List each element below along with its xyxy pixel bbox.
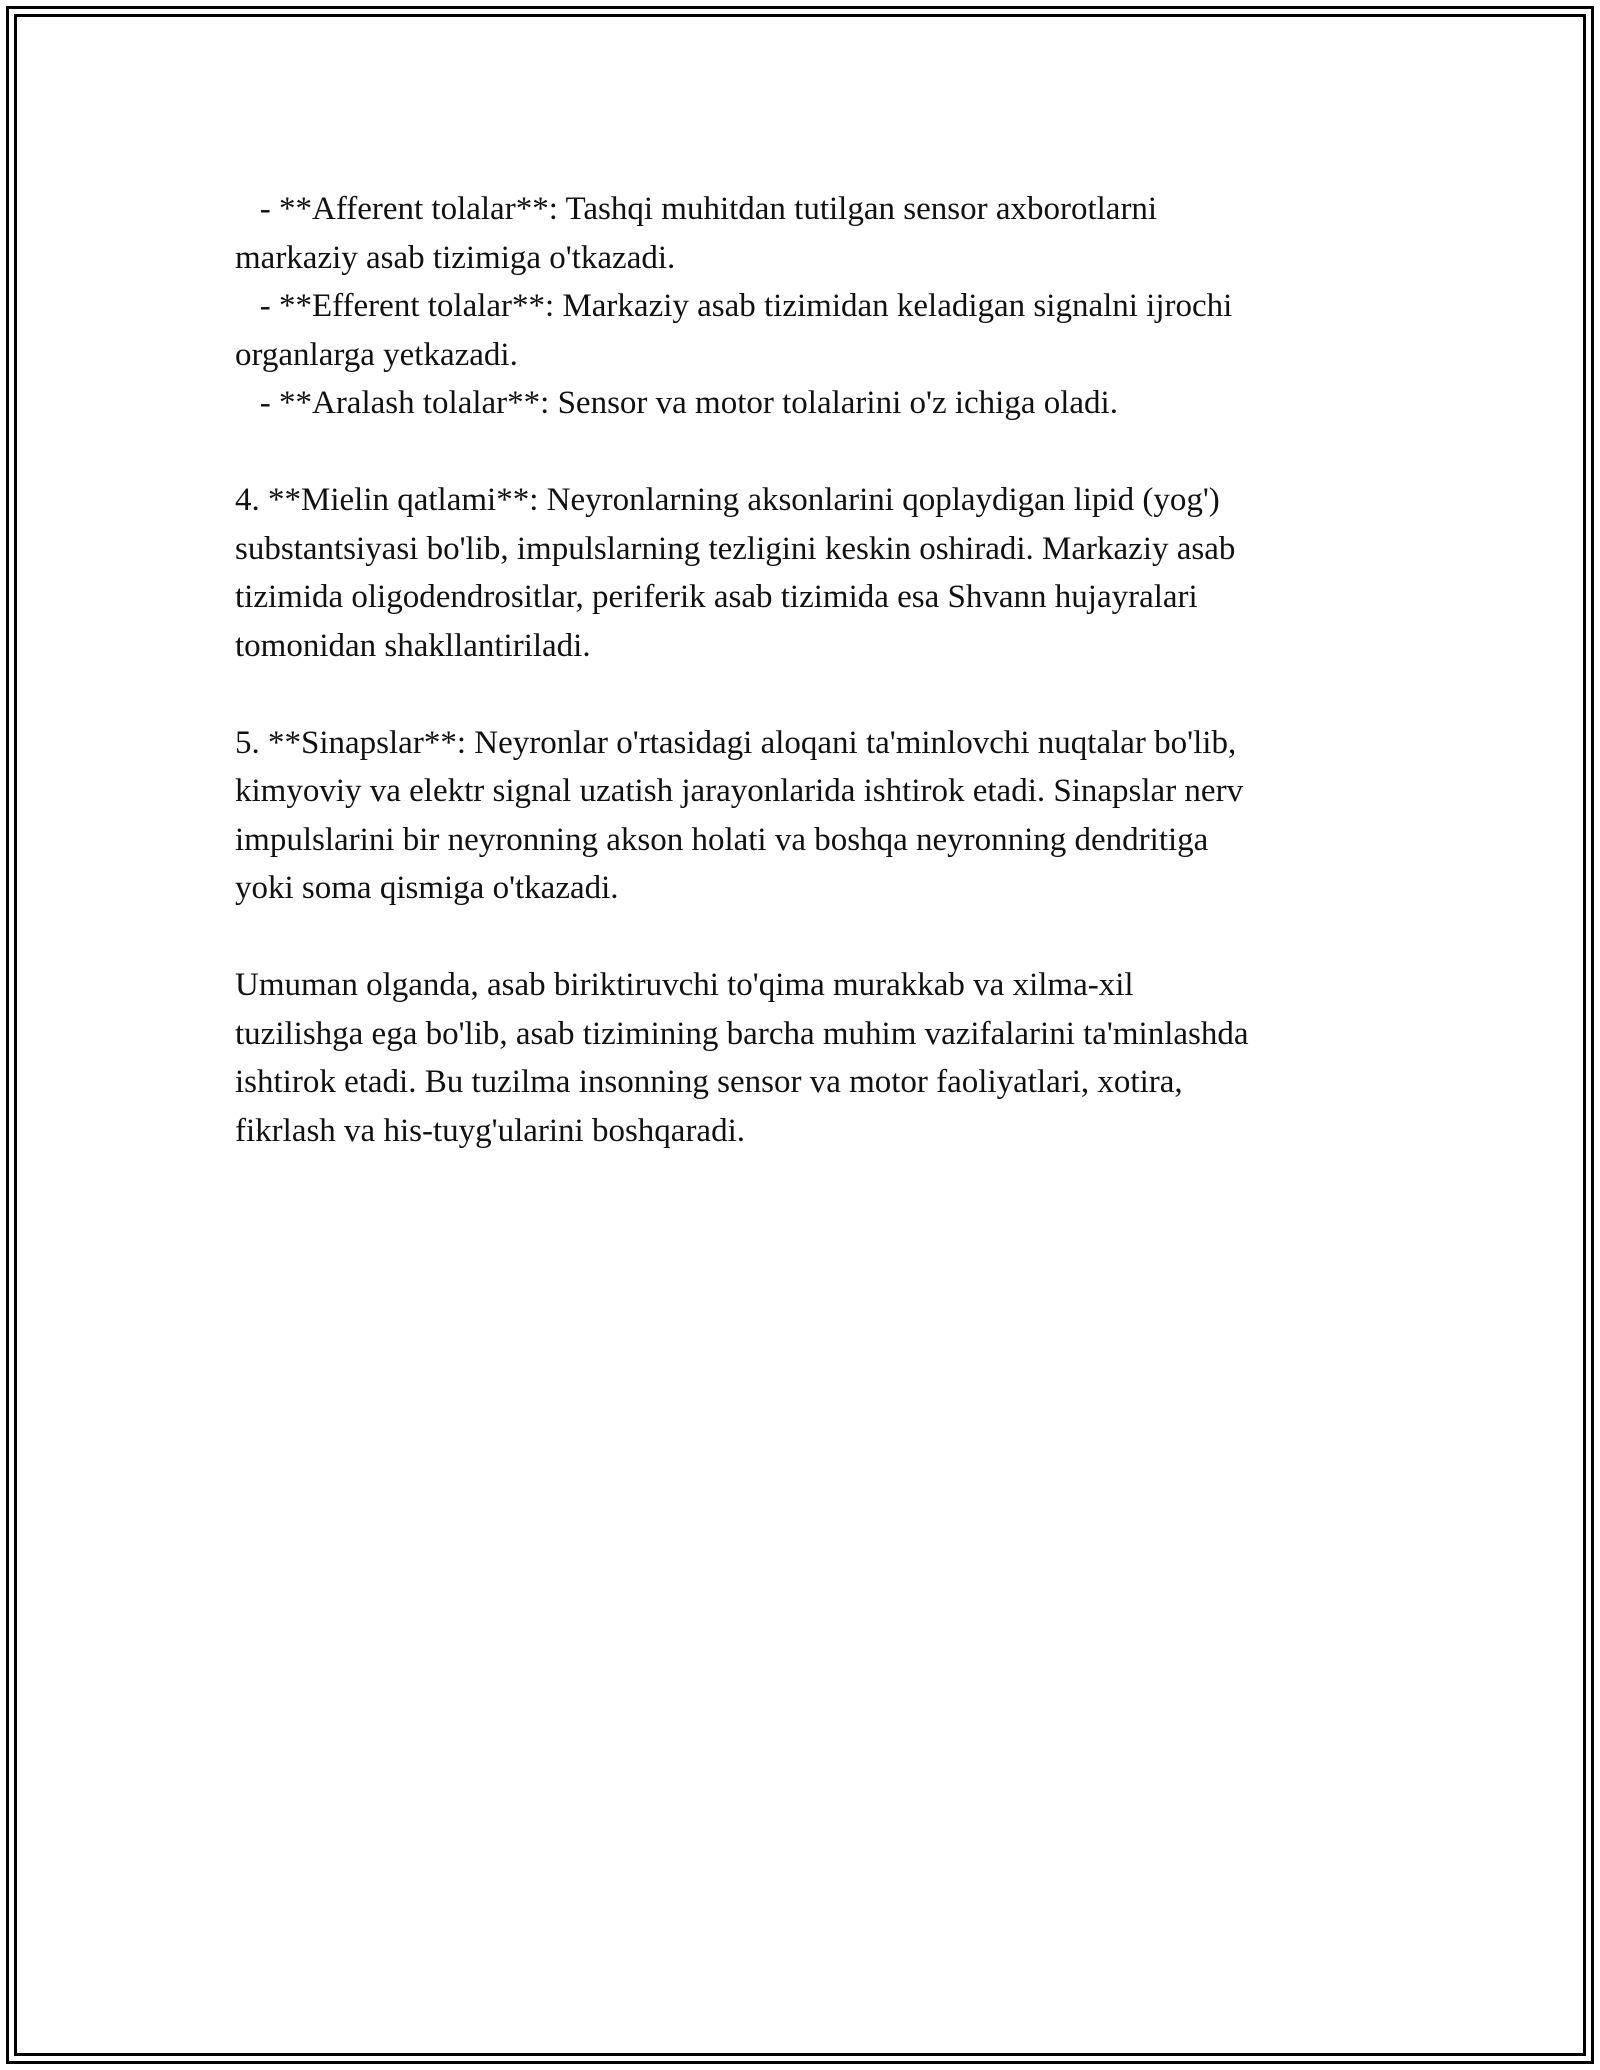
document-body <box>235 185 1375 1155</box>
paragraph-myelin-layer: 4. **Mielin qatlami**: Neyronlarning aksonlarini qoplaydigan lipid (yog') substantsiyasi bo'lib, impulslarning tezligini keskin oshiradi. Markaziy asab tizimida oligodendrositlar, periferik asab tizimida esa Shvann hujayralari tomonidan shakllantiriladi. <box>235 482 1236 664</box>
paragraph-fiber-types: - **Afferent tolalar**: Tashqi muhitdan tutilgan sensor axborotlarni markaziy asab tizimiga o'tkazadi. - **Efferent tolalar**: Markaziy asab tizimidan keladigan signalni ijrochi organlarga yetkazadi. - **Aralash tolalar**: Sensor va motor tolalarini o'z ichiga oladi. <box>235 191 1233 421</box>
paragraph-spacer <box>235 913 1375 962</box>
paragraph-spacer <box>235 428 1375 477</box>
paragraph-synapses: 5. **Sinapslar**: Neyronlar o'rtasidagi aloqani ta'minlovchi nuqtalar bo'lib, kimyoviy va elektr signal uzatish jarayonlarida ishtirok etadi. Sinapslar nerv impulslarini bir neyronning akson holati va boshqa neyronning dendritiga yoki soma qismiga o'tkazadi. <box>235 724 1244 906</box>
paragraph-conclusion: Umuman olganda, asab biriktiruvchi to'qima murakkab va xilma-xil tuzilishga ega bo'lib, asab tizimining barcha muhim vazifalarini ta'minlashda ishtirok etadi. Bu tuzilma insonning sensor va motor faoliyatlari, xotira, fikrlash va his-tuyg'ularini boshqaradi. <box>235 967 1249 1149</box>
paragraph-spacer <box>235 670 1375 719</box>
